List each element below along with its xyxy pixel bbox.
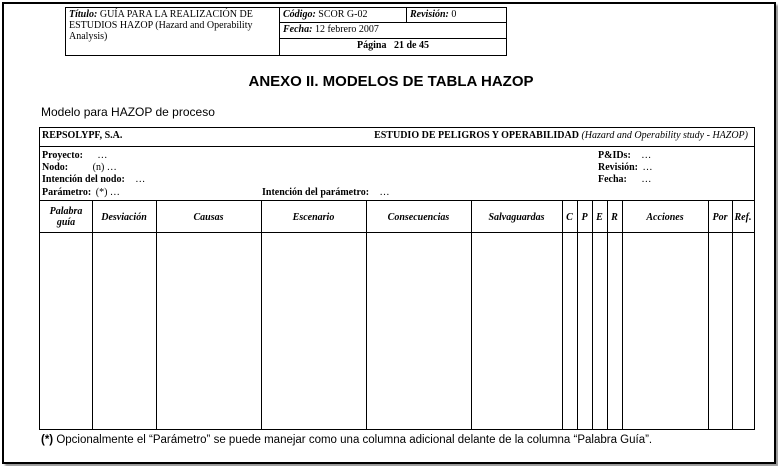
- parameter-intention-field: [262, 187, 390, 198]
- column-header-r: R: [611, 212, 618, 223]
- date-cell: [280, 23, 506, 39]
- column-divider: [577, 201, 578, 429]
- column-header-consecuencias: Consecuencias: [387, 212, 450, 223]
- column-divider: [622, 201, 623, 429]
- project-value: …: [97, 150, 108, 161]
- node-label: Nodo:: [42, 162, 69, 173]
- column-header-e: E: [596, 212, 603, 223]
- table-date-value: …: [641, 174, 652, 185]
- column-header-por: Por: [712, 212, 728, 223]
- info-divider: [40, 200, 754, 201]
- header-divider: [40, 232, 754, 233]
- column-header-palabra-guia: Palabra guía: [49, 206, 83, 228]
- column-divider: [562, 201, 563, 429]
- footnote-text: Opcionalmente el “Parámetro” se puede manejar como una columna adicional delante de la columna “Palabra Guía”.: [56, 434, 653, 446]
- project-field: [42, 150, 107, 161]
- study-title: [374, 130, 748, 141]
- pids-field: [598, 150, 651, 161]
- column-divider: [156, 201, 157, 429]
- parameter-label: Parámetro:: [42, 187, 92, 198]
- pids-value: …: [641, 150, 652, 161]
- date-label: Fecha:: [283, 24, 313, 35]
- study-title-main: ESTUDIO DE PELIGROS Y OPERABILIDAD: [374, 130, 579, 141]
- parameter-value: (*) …: [95, 187, 120, 198]
- code-cell: [280, 8, 407, 23]
- hazop-table: [39, 127, 755, 430]
- document-header: [65, 7, 507, 56]
- title-value: GUÍA PARA LA REALIZACIÓN DE ESTUDIOS HAZOP (Hazard and Operability Analysis): [69, 9, 253, 42]
- parameter-field: [42, 187, 120, 198]
- column-divider: [592, 201, 593, 429]
- column-divider: [92, 201, 93, 429]
- column-header-desviacion: Desviación: [101, 212, 147, 223]
- model-subtitle: Modelo para HAZOP de proceso: [41, 105, 215, 119]
- company-name: REPSOLYPF, S.A.: [42, 130, 123, 141]
- node-field: [42, 162, 117, 173]
- page-number: Página 21 de 45: [357, 40, 429, 51]
- node-intention-field: [42, 174, 145, 185]
- revision-field: [598, 162, 653, 173]
- table-title-row: [40, 128, 754, 147]
- column-divider: [732, 201, 733, 429]
- code-value: SCOR G-02: [318, 9, 368, 20]
- node-intention-value: …: [135, 174, 146, 185]
- pids-label: P&IDs:: [598, 150, 631, 161]
- table-date-label: Fecha:: [598, 174, 627, 185]
- footnote: [41, 434, 652, 446]
- parameter-intention-label: Intención del parámetro:: [262, 187, 370, 198]
- column-header-c: C: [566, 212, 573, 223]
- footnote-mark: (*): [41, 434, 54, 446]
- node-intention-label: Intención del nodo:: [42, 174, 125, 185]
- column-divider: [366, 201, 367, 429]
- column-divider: [261, 201, 262, 429]
- column-header-ref: Ref.: [734, 212, 752, 223]
- column-divider: [607, 201, 608, 429]
- column-divider: [708, 201, 709, 429]
- column-divider: [471, 201, 472, 429]
- column-header-acciones: Acciones: [646, 212, 684, 223]
- parameter-intention-value: …: [379, 187, 390, 198]
- title-cell: [66, 8, 280, 55]
- revision-cell: [407, 8, 506, 23]
- date-value: 12 febrero 2007: [314, 24, 379, 35]
- project-label: Proyecto:: [42, 150, 83, 161]
- table-revision-label: Revisión:: [598, 162, 638, 173]
- date-field: [598, 174, 651, 185]
- document-page: [2, 2, 776, 464]
- revision-label: Revisión:: [410, 9, 449, 20]
- annex-title: ANEXO II. MODELOS DE TABLA HAZOP: [248, 73, 534, 90]
- title-label: Título:: [69, 9, 98, 20]
- revision-value: 0: [451, 9, 457, 20]
- table-revision-value: …: [642, 162, 653, 173]
- column-header-salvaguardas: Salvaguardas: [488, 212, 545, 223]
- node-value: (n) …: [92, 162, 117, 173]
- column-header-causas: Causas: [193, 212, 224, 223]
- column-header-p: P: [581, 212, 588, 223]
- study-title-sub: (Hazard and Operability study - HAZOP): [581, 130, 748, 141]
- code-label: Código:: [283, 9, 316, 20]
- column-header-escenario: Escenario: [292, 212, 335, 223]
